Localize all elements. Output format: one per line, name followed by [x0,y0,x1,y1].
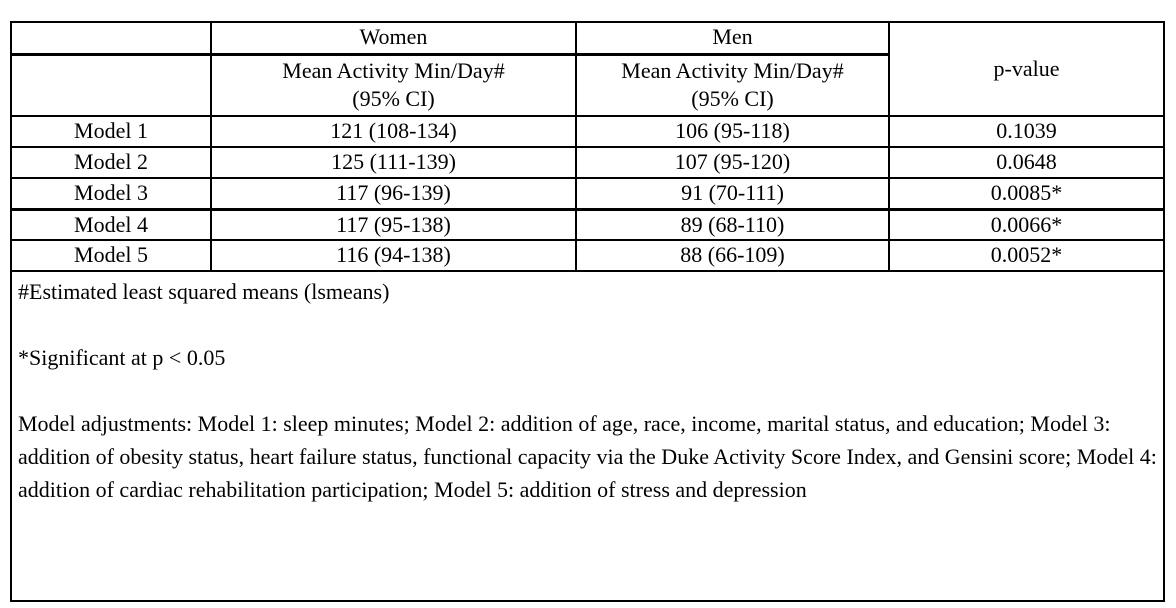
sub-header-women [211,54,576,116]
row-label: Model 2 [11,147,211,178]
sub-header-men [576,54,889,116]
p-value: 0.0052* [889,240,1164,271]
table-row-model-1 [11,116,1164,147]
table-row-model-2 [11,147,1164,178]
footnotes-cell [11,271,1164,601]
table-row-model-3 [11,178,1164,209]
row-label: Model 4 [11,209,211,240]
men-value: 106 (95-118) [576,116,889,147]
p-value: 0.0066* [889,209,1164,240]
women-value: 121 (108-134) [211,116,576,147]
row-label: Model 3 [11,178,211,209]
table-row-model-4 [11,209,1164,240]
p-value: 0.1039 [889,116,1164,147]
sub-header-women-line2: (95% CI) [352,86,435,112]
footnote-lsmeans: #Estimated least squared means (lsmeans) [18,279,390,305]
footnotes-row [11,271,1164,601]
p-value: 0.0648 [889,147,1164,178]
results-table-container [10,21,1165,602]
women-value: 117 (96-139) [211,178,576,209]
sub-header-women-line1: Mean Activity Min/Day# [282,57,505,83]
men-value: 91 (70-111) [576,178,889,209]
empty-label-cell [11,54,211,116]
p-value: 0.0085* [889,178,1164,209]
column-header-women: Women [211,22,576,54]
row-label: Model 5 [11,240,211,271]
column-header-pvalue: p-value [889,22,1164,116]
women-value: 117 (95-138) [211,209,576,240]
women-value: 125 (111-139) [211,147,576,178]
group-header-row [11,22,1164,54]
table-row-model-5 [11,240,1164,271]
column-header-men: Men [576,22,889,54]
row-label: Model 1 [11,116,211,147]
sub-header-men-line2: (95% CI) [691,86,774,112]
footnote-model-adjustments: Model adjustments: Model 1: sleep minutes; Model 2: addition of age, race, income, marital status, and education; Model 3: addition of obesity status, heart failure status, functional capacity via the Duke Activity Score Index, and Gensini score; Model 4: addition of cardiac rehabilitation participation; Model 5: addition of stress and depression [18,411,1157,503]
men-value: 107 (95-120) [576,147,889,178]
empty-corner-cell [11,22,211,54]
footnote-significance: *Significant at p < 0.05 [18,345,226,371]
women-value: 116 (94-138) [211,240,576,271]
men-value: 88 (66-109) [576,240,889,271]
men-value: 89 (68-110) [576,209,889,240]
sub-header-men-line1: Mean Activity Min/Day# [621,57,844,83]
activity-results-table [10,21,1165,602]
